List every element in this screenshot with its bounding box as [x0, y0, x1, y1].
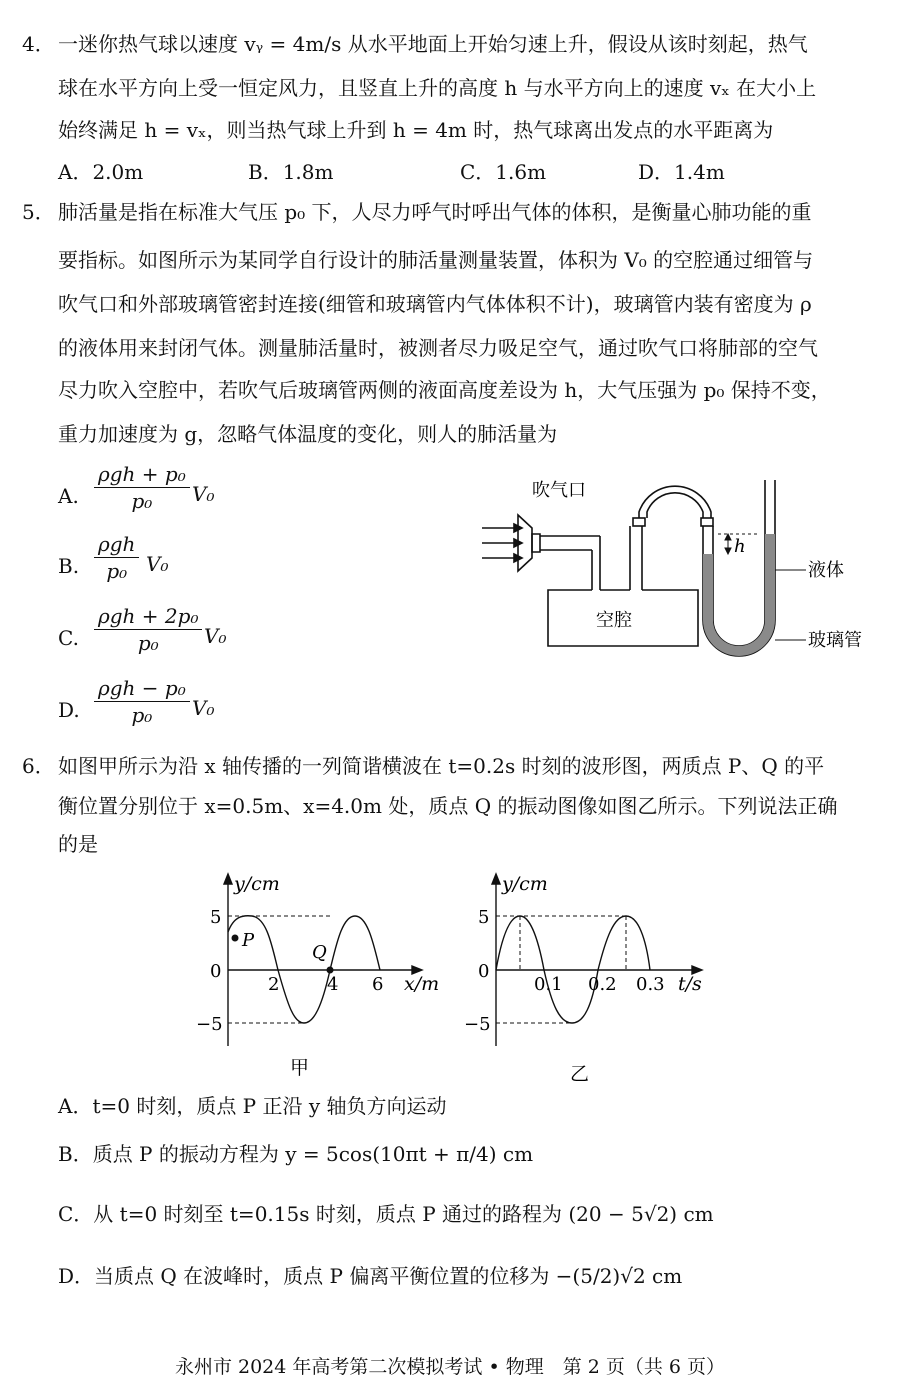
graph-jia-xtick-2: 2	[268, 974, 280, 995]
q5-option-a-fraction	[94, 462, 190, 513]
graph-yi-xtick-0.1: 0.1	[534, 974, 563, 995]
graph-jia-ylabel: y/cm	[234, 873, 280, 895]
q4-number: 4．	[22, 32, 55, 56]
point-q-label: Q	[312, 942, 327, 963]
graph-yi-ytick-0: 0	[478, 961, 490, 982]
q5-line-5: 尽力吹入空腔中，若吹气后玻璃管两侧的液面高度差设为 h，大气压强为 p₀ 保持不变，	[58, 378, 831, 402]
fraction-denominator: p₀	[131, 489, 153, 513]
q6-option-c: C．从 t=0 时刻至 t=0.15s 时刻，质点 P 通过的路程为 (20 − 5√2) cm	[58, 1202, 714, 1226]
q5-line-3: 吹气口和外部玻璃管密封连接(细管和玻璃管内气体体积不计)，玻璃管内装有密度为 ρ	[58, 292, 812, 316]
point-q-dot	[327, 967, 334, 974]
graph-jia-xlabel: x/m	[404, 973, 440, 995]
graph-yi-xtick-0.3: 0.3	[636, 974, 665, 995]
q5-option-c-fraction	[94, 604, 202, 655]
q6-option-d: D．当质点 Q 在波峰时，质点 P 偏离平衡位置的位移为 −(5/2)√2 cm	[58, 1264, 683, 1288]
q5-number: 5．	[22, 200, 55, 224]
fraction-bar	[94, 629, 202, 630]
fraction-denominator: p₀	[137, 631, 159, 655]
spirometer-diagram	[470, 470, 890, 680]
fraction-numerator: ρgh + 2p₀	[98, 604, 199, 628]
page-footer: 永州市 2024 年高考第二次模拟考试 • 物理 第 2 页（共 6 页）	[174, 1356, 726, 1378]
q5-option-c-label: C.	[58, 626, 79, 650]
vibration-graph-yi	[460, 866, 720, 1091]
graph-yi-ytick-5: 5	[478, 907, 490, 928]
q5-option-b-volume: V₀	[146, 552, 169, 576]
q6-number: 6．	[22, 754, 55, 778]
graph-jia-ytick-5: 5	[210, 907, 222, 928]
q6-line-1: 如图甲所示为沿 x 轴传播的一列简谐横波在 t=0.2s 时刻的波形图，两质点 P、Q 的平	[58, 754, 825, 778]
q6-line-2: 衡位置分别位于 x=0.5m、x=4.0m 处，质点 Q 的振动图像如图乙所示。下列说法正确	[58, 794, 838, 818]
fraction-bar	[94, 701, 190, 702]
point-p-dot	[232, 935, 239, 942]
fraction-numerator: ρgh − p₀	[98, 676, 186, 700]
graph-yi-xlabel: t/s	[678, 973, 702, 995]
q4-line-1: 一迷你热气球以速度 vᵧ = 4m/s 从水平地面上开始匀速上升，假设从该时刻起，热气	[58, 32, 808, 56]
label-tube: 玻璃管	[808, 630, 862, 651]
graph-yi-ytick-neg5: −5	[464, 1014, 491, 1035]
graph-yi-xtick-0.2: 0.2	[588, 974, 617, 995]
q5-option-b-fraction	[94, 532, 139, 583]
q4-option-c: C．1.6m	[460, 160, 547, 184]
q5-option-a-label: A.	[58, 484, 79, 508]
q4-option-a: A．2.0m	[58, 160, 144, 184]
point-p-label: P	[242, 930, 255, 951]
label-chamber: 空腔	[596, 610, 632, 631]
fraction-numerator: ρgh	[98, 532, 136, 556]
fraction-numerator: ρgh + p₀	[98, 462, 186, 486]
q4-option-d: D．1.4m	[638, 160, 725, 184]
graph-jia-caption: 甲	[290, 1057, 310, 1079]
q6-option-b: B．质点 P 的振动方程为 y = 5cos(10πt + π/4) cm	[58, 1142, 534, 1166]
wave-graph-jia	[190, 866, 450, 1086]
q4-line-3: 始终满足 h = vₓ，则当热气球上升到 h = 4m 时，热气球离出发点的水平距离为	[58, 118, 774, 142]
q5-option-b-label: B.	[58, 554, 80, 578]
fraction-bar	[94, 487, 190, 488]
q6-option-a: A．t=0 时刻，质点 P 正沿 y 轴负方向运动	[58, 1094, 447, 1118]
q4-option-b: B．1.8m	[248, 160, 334, 184]
label-liquid: 液体	[808, 560, 844, 581]
graph-jia-xtick-4: 4	[327, 974, 339, 995]
q4-line-2: 球在水平方向上受一恒定风力，且竖直上升的高度 h 与水平方向上的速度 vₓ 在大小上	[58, 76, 817, 100]
label-h: h	[734, 536, 746, 557]
graph-yi-caption: 乙	[570, 1063, 590, 1085]
graph-jia-ytick-neg5: −5	[196, 1014, 223, 1035]
q5-option-d-label: D.	[58, 698, 80, 722]
q5-line-6: 重力加速度为 g，忽略气体温度的变化，则人的肺活量为	[58, 422, 558, 446]
graph-jia-ytick-0: 0	[210, 961, 222, 982]
graph-jia-xtick-6: 6	[372, 974, 384, 995]
q5-option-d-fraction	[94, 676, 190, 727]
q5-line-1: 肺活量是指在标准大气压 p₀ 下，人尽力呼气时呼出气体的体积，是衡量心肺功能的重	[58, 200, 812, 224]
q5-line-2: 要指标。如图所示为某同学自行设计的肺活量测量装置，体积为 V₀ 的空腔通过细管与	[58, 248, 814, 272]
q5-option-d-volume: V₀	[192, 696, 215, 720]
fraction-denominator: p₀	[106, 559, 128, 583]
fraction-denominator: p₀	[131, 703, 153, 727]
q6-line-3: 的是	[58, 832, 98, 856]
q5-line-4: 的液体用来封闭气体。测量肺活量时，被测者尽力吸足空气，通过吹气口将肺部的空气	[58, 336, 818, 360]
label-inlet: 吹气口	[532, 480, 586, 501]
q5-option-c-volume: V₀	[204, 624, 227, 648]
q5-option-a-volume: V₀	[192, 482, 215, 506]
fraction-bar	[94, 557, 139, 558]
graph-yi-ylabel: y/cm	[502, 873, 548, 895]
